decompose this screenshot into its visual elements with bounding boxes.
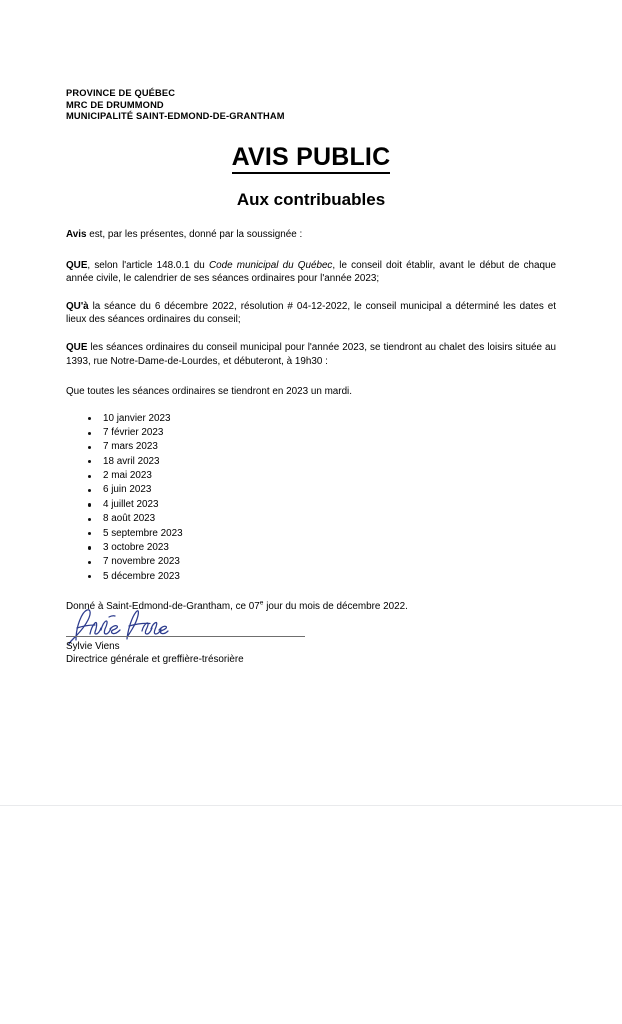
letterhead-line-mrc: MRC DE DRUMMOND — [66, 99, 164, 110]
list-item: 7 février 2023 — [66, 426, 556, 440]
list-item: 4 juillet 2023 — [66, 498, 556, 512]
paragraph-que-2-text: la séance du 6 décembre 2022, résolution # 04-12-2022, le conseil municipal a déterminé les dates et lieux des séances ordinaires du conseil; — [66, 300, 556, 326]
letterhead-line-province: PROVINCE DE QUÉBEC — [66, 88, 176, 98]
signature-rule — [66, 636, 305, 637]
law-reference-italic: Code municipal du Québec — [208, 259, 333, 271]
paragraph-que-1-pre: , selon l'article 148.0.1 du — [87, 259, 209, 271]
list-item: 7 novembre 2023 — [66, 555, 556, 569]
signatory-role: Directrice générale et greffière-trésorière — [66, 653, 244, 665]
paragraph-que-3-keyword: QUE — [66, 341, 88, 353]
letterhead — [66, 88, 285, 123]
ordinal-suffix: e — [259, 599, 264, 607]
signature-block — [66, 600, 366, 678]
paragraph-que-2 — [66, 300, 556, 327]
paragraph-que-3-text: les séances ordinaires du conseil municipal pour l'année 2023, se tiendront au chalet des loisirs située au 1393, rue Notre-Dame-de-Lourdes, et débuteront, à 19h30 : — [66, 341, 556, 367]
paragraph-que-3 — [66, 341, 556, 368]
page-subtitle: Aux contribuables — [236, 190, 386, 209]
signatory-name: Sylvie Viens — [66, 641, 120, 652]
meeting-dates-list — [66, 412, 556, 584]
closing-post: jour du mois de décembre 2022. — [263, 600, 408, 612]
document-body — [66, 228, 556, 613]
letterhead-line-municipality: MUNICIPALITÉ SAINT-EDMOND-DE-GRANTHAM — [66, 111, 285, 122]
list-item: 18 avril 2023 — [66, 455, 556, 469]
page-title-text: AVIS PUBLIC — [232, 143, 391, 174]
paragraph-que-2-keyword: QU'à — [66, 300, 89, 312]
paragraph-que-1-post: , le conseil doit établir, avant le début de chaque année civile, le calendrier de ses séances ordinaires pour l'année 2023; — [66, 259, 557, 285]
handwritten-signature — [66, 606, 171, 646]
list-item: 5 septembre 2023 — [66, 527, 556, 541]
paragraph-que-1-keyword: QUE — [66, 259, 88, 271]
paragraph-lead — [66, 228, 556, 242]
paragraph-que-1 — [66, 259, 556, 286]
paragraph-lead-text: est, par les présentes, donné par la soussignée : — [86, 229, 303, 240]
list-item: 10 janvier 2023 — [66, 412, 556, 426]
list-item: 2 mai 2023 — [66, 469, 556, 483]
paragraph-weekday-note: Que toutes les séances ordinaires se tiendront en 2023 un mardi. — [66, 386, 352, 398]
closing-pre: Donné à Saint-Edmond-de-Grantham, ce 07 — [66, 600, 260, 612]
list-item: 3 octobre 2023 — [66, 541, 556, 555]
scan-seam-line — [0, 805, 622, 806]
list-item: 8 août 2023 — [66, 512, 556, 526]
list-item: 6 juin 2023 — [66, 483, 556, 497]
paragraph-lead-keyword: Avis — [66, 229, 87, 240]
page-title — [0, 143, 622, 172]
list-item: 7 mars 2023 — [66, 440, 556, 454]
list-item: 5 décembre 2023 — [66, 570, 556, 584]
